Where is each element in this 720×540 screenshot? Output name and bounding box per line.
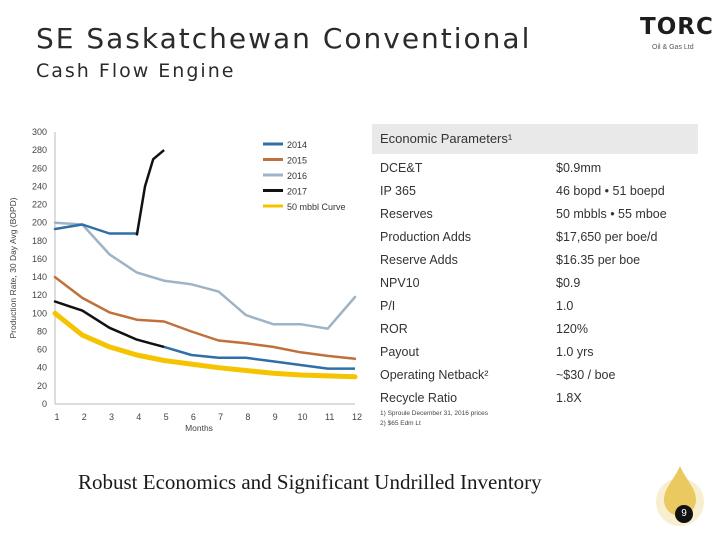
economic-parameters-table xyxy=(372,124,698,410)
series-line-2015 xyxy=(55,277,355,359)
economic-parameters-header: Economic Parameters¹ xyxy=(372,124,698,154)
econ-row-value: 1.0 xyxy=(556,299,574,313)
y-tick-label: 200 xyxy=(31,217,47,228)
x-axis-label: Months xyxy=(185,423,213,433)
y-tick-label: 0 xyxy=(41,399,47,409)
series-line-2017-upper xyxy=(137,150,164,235)
econ-row-value: 1.0 yrs xyxy=(556,345,594,359)
econ-row-value: $0.9 xyxy=(556,276,581,290)
econ-row xyxy=(372,157,698,180)
x-tick-label: 6 xyxy=(190,412,196,422)
slide-title: SE Saskatchewan Conventional xyxy=(36,22,532,55)
econ-row xyxy=(372,249,698,272)
x-tick-label: 3 xyxy=(109,412,115,422)
y-tick-label: 260 xyxy=(31,163,47,174)
legend-label: 2014 xyxy=(287,140,308,150)
x-tick-label: 9 xyxy=(272,412,278,422)
x-tick-label: 1 xyxy=(54,412,60,422)
y-tick-label: 300 xyxy=(31,127,47,137)
footnotes xyxy=(380,409,488,429)
econ-row-label: Operating Netback² xyxy=(380,368,489,382)
y-tick-label: 240 xyxy=(31,181,47,192)
econ-row-label: Payout xyxy=(380,345,419,359)
econ-row-value: 120% xyxy=(556,322,588,336)
econ-row xyxy=(372,226,698,249)
series-line-2014 xyxy=(55,225,137,234)
y-axis-label: Production Rate, 30 Day Avg (BOPD) xyxy=(8,197,18,339)
econ-row-label: Recycle Ratio xyxy=(380,391,458,405)
production-chart xyxy=(0,120,372,440)
y-tick-label: 20 xyxy=(36,380,47,391)
econ-row xyxy=(372,272,698,295)
econ-row-label: P/I xyxy=(380,299,396,313)
econ-row xyxy=(372,318,698,341)
economic-parameters-rows xyxy=(372,154,698,410)
econ-row-label: Production Adds xyxy=(380,230,472,244)
econ-row-value: 46 bopd • 51 boepd xyxy=(556,184,665,198)
econ-row-label: Reserve Adds xyxy=(380,253,458,267)
econ-row xyxy=(372,387,698,410)
y-tick-label: 160 xyxy=(31,253,47,264)
legend-label: 2016 xyxy=(287,171,308,181)
econ-row-label: ROR xyxy=(380,322,408,336)
econ-row-label: IP 365 xyxy=(380,184,416,198)
econ-row-value: $0.9mm xyxy=(556,161,602,175)
y-tick-label: 100 xyxy=(31,308,47,319)
x-tick-label: 7 xyxy=(218,412,224,422)
econ-row xyxy=(372,203,698,226)
y-tick-label: 60 xyxy=(36,344,47,355)
x-tick-label: 2 xyxy=(81,412,87,422)
econ-row-label: DCE&T xyxy=(380,161,423,175)
econ-row-value: 50 mbbls • 55 mboe xyxy=(556,207,667,221)
econ-row-value: $17,650 per boe/d xyxy=(556,230,658,244)
legend-label: 50 mbbl Curve xyxy=(287,202,346,212)
slide-subtitle: Cash Flow Engine xyxy=(36,60,236,82)
company-logo xyxy=(636,12,714,60)
logo-wordmark: TORC xyxy=(640,14,714,40)
legend-label: 2015 xyxy=(287,155,308,166)
econ-row-label: Reserves xyxy=(380,207,433,221)
econ-row-value: 1.8X xyxy=(556,391,582,405)
x-tick-label: 12 xyxy=(351,412,363,422)
econ-row-value: ~$30 / boe xyxy=(556,368,616,382)
econ-row xyxy=(372,341,698,364)
footnote-1: 1) Sproule December 31, 2016 prices xyxy=(380,410,489,417)
x-tick-label: 11 xyxy=(325,412,335,422)
y-tick-label: 140 xyxy=(31,272,47,283)
y-tick-label: 180 xyxy=(31,235,47,246)
y-tick-label: 280 xyxy=(31,145,47,156)
x-tick-label: 10 xyxy=(297,412,308,422)
slide-tagline: Robust Economics and Significant Undrilled Inventory xyxy=(78,470,542,494)
series-line-2016 xyxy=(55,223,355,329)
y-tick-label: 80 xyxy=(36,326,47,337)
x-tick-label: 4 xyxy=(136,412,142,422)
econ-row xyxy=(372,364,698,387)
econ-row xyxy=(372,295,698,318)
y-tick-label: 220 xyxy=(31,199,47,210)
footnote-2: 2) $65 Edm Lt xyxy=(380,420,421,427)
econ-row-label: NPV10 xyxy=(380,276,420,290)
econ-row xyxy=(372,180,698,203)
x-tick-label: 8 xyxy=(245,412,251,422)
page-number: 9 xyxy=(675,505,693,523)
logo-tagline: Oil & Gas Ltd xyxy=(652,44,694,51)
legend-label: 2017 xyxy=(287,186,308,197)
econ-row-value: $16.35 per boe xyxy=(556,253,641,267)
x-tick-label: 5 xyxy=(163,412,169,422)
y-tick-label: 120 xyxy=(31,290,47,301)
y-tick-label: 40 xyxy=(36,362,47,373)
